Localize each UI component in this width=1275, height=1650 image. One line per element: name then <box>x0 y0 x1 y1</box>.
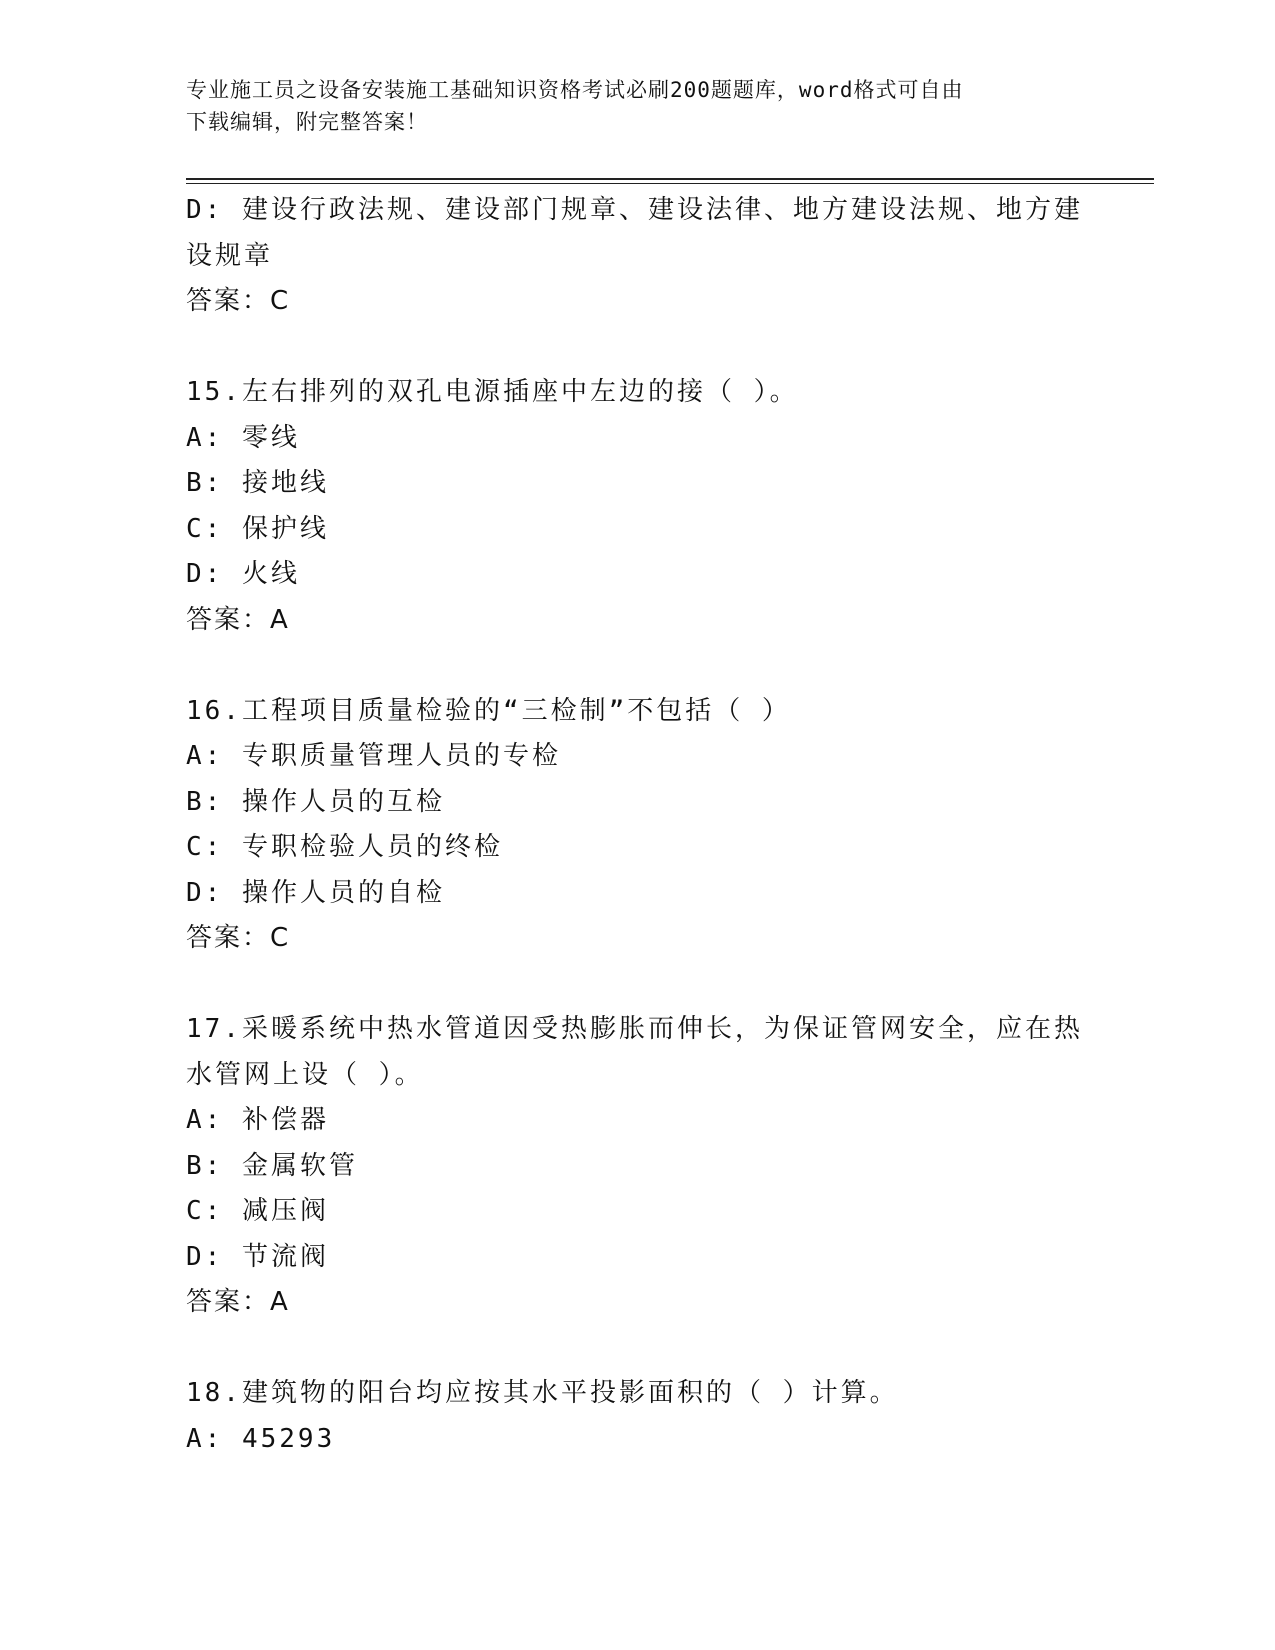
header-line-2: 下载编辑，附完整答案！ <box>186 110 428 134</box>
spacer <box>186 325 1086 371</box>
header-rule-thick <box>186 178 1154 180</box>
option-d-continued: 设规章 <box>186 240 274 271</box>
spacer <box>186 643 1086 689</box>
question-stem: 16.工程项目质量检验的“三检制”不包括（ ） <box>186 695 791 726</box>
option-b: B: 接地线 <box>186 468 329 498</box>
option-d: D: 建设行政法规、建设部门规章、建设法律、地方建设法规、地方建 <box>186 195 1083 225</box>
header-rule-thin <box>186 183 1154 184</box>
option-c: C: 专职检验人员的终检 <box>186 832 503 862</box>
option-a: A: 专职质量管理人员的专检 <box>186 741 561 771</box>
question-stem: 15.左右排列的双孔电源插座中左边的接（ ）。 <box>186 377 799 407</box>
question-16 <box>186 689 1086 962</box>
option-d: D: 操作人员的自检 <box>186 877 445 908</box>
option-c: C: 保护线 <box>186 513 329 544</box>
question-18 <box>186 1371 1086 1462</box>
spacer <box>186 1326 1086 1372</box>
answer: 答案：A <box>186 1287 290 1317</box>
question-stem: 17.采暖系统中热水管道因受热膨胀而伸长，为保证管网安全，应在热 <box>186 1014 1083 1044</box>
answer: 答案：C <box>186 923 291 953</box>
option-d: D: 火线 <box>186 559 300 589</box>
option-b: B: 金属软管 <box>186 1150 358 1181</box>
question-stem-continued: 水管网上设（ ）。 <box>186 1059 424 1090</box>
answer: 答案：A <box>186 604 290 635</box>
question-17 <box>186 1007 1086 1326</box>
option-a: A: 45293 <box>186 1423 336 1454</box>
prev-question-tail <box>186 188 1086 325</box>
question-stem: 18.建筑物的阳台均应按其水平投影面积的（ ）计算。 <box>186 1378 899 1408</box>
document-header <box>186 74 1086 138</box>
answer: 答案：C <box>186 286 291 316</box>
spacer <box>186 962 1086 1008</box>
option-a: A: 补偿器 <box>186 1105 329 1135</box>
question-list <box>186 188 1086 1462</box>
option-a: A: 零线 <box>186 422 300 453</box>
option-d: D: 节流阀 <box>186 1241 329 1272</box>
option-c: C: 减压阀 <box>186 1196 329 1226</box>
question-15 <box>186 370 1086 643</box>
header-line-1: 专业施工员之设备安装施工基础知识资格考试必刷200题题库，word格式可自由 <box>186 78 964 102</box>
option-b: B: 操作人员的互检 <box>186 786 445 817</box>
